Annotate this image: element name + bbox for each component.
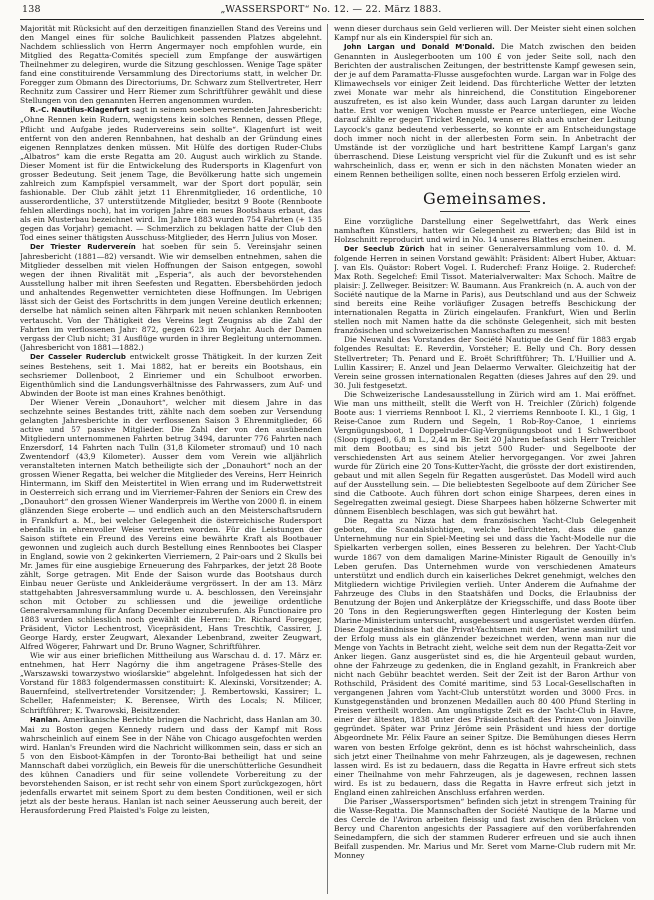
article-text: Wie wir aus einer brieflichen Mittheilung aus Warschau d. d. 17. März er. entnehmen, hat Herr Nagórny die ihm angetragene Präses-Stelle des „Warszawski towarzystwo wioślarskie“ abgelehnt. Infolgedessen hat sich der Vorstand für 1883 folgendermassen constituirt: K. Alexinski, Vorsitzender; A. Bauernfeind, stellvertretender Vorsitzender; J. Rembertowski, Kassirer; L. Scheller, Hafenmeister; K. Berensee, Wirth des Locals; N. Milicer, Schriftführer; K. Twarowski, Beisitzender. (20, 651, 322, 715)
running-title: „WASSERSPORT“ No. 12. — 22. März 1883. (220, 4, 442, 15)
column-divider (327, 24, 328, 894)
article-text: wenn dieser durchaus sein Geld verlieren will. Der Meister sieht einen solchen Kampf nur als ein Kinderspiel für sich an. (334, 24, 636, 43)
article-text: hat in seiner Generalversammlung vom 10. d. M. folgende Herren in seinen Vorstand gewählt: Präsident: Albert Huber, Aktuar: J. van Els. Quästor: Robert Vogel. I. Ruderchef: Franz Hoiige. 2. Ruderchef: Max Roth. Segelchef: Emil Tissot. Materialverwalter: Max Schoch. Maître de plaisir: J. Zellweger. Beisitzer: W. Baumann. Aus Frankreich (n. A. auch von der Société nautique de la Marne in Paris), aus Deutschland und aus der Schweiz sind bereits eine Reihe vorläufiger Zusagen betreffs Beschickung der internationalen Regatta in Zürich eingelaufen. Frankfurt, Wien und Berlin stellen noch mit Namen hatte da die schönste Gelegenheit, sich mit besten französischen und schweizerischen Mannschaften zu messen! (334, 243, 636, 336)
article-text: Die Pariser „Wassersportsmen“ befinden sich jetzt in strengem Training für die Wasse-Regatta. Die Mannschaften der Société Nautique de la Marne und des Cercle de l'Aviron arbeiten fleissig und fast zwischen den Brücken von Bercy und Charenton angesichts der Passagiere auf den vorüberfahrenden Seinedampfern, die sich der stammen Ruderer erfreuen und sie auch ihnen Beifall zuspenden. Mr. Marius und Mr. Seret vom Marne-Club rudern mit Mr. Monney (334, 796, 636, 861)
article-lead: Der Seeclub Zürich (344, 244, 425, 253)
article-paragraph (334, 244, 636, 335)
left-column (20, 24, 322, 894)
header-rule (20, 19, 644, 20)
article-text: entwickelt grosse Thätigkeit. In der kurzen Zeit seines Bestehens, seit 1. Mai 1882, hat er bereits ein Bootshaus, ein sechsriemer Dollenboot, 2 Einriemer und ein Schulboot erworben. Eigenthümlich sind die Landungsverhältnisse des Fahrwassers, zum Auf- und Abwinden der Boote ist man eines Krahnes benöthigt. (20, 351, 322, 398)
page-number: 138 (22, 4, 41, 15)
article-text: Die Match zwischen den beiden Genannten in Auslegerbooten um 100 £ von jeder Seite soll, nach den Berichten der australischen Zeitungen, der bestrittenste Kampf gewesen sein, der je auf dem Paramatta-Flusse ausgefochten wurde. Largan war in Folge des Klimawechsels vor einiger Zeit leidend. Das fürchterliche Wetter der letzten zwei Monate war mehr als hinreichend, die Constitution Eingeborener auszufreten, es ist also kein Wunder, dass auch Largan darunter zu leiden hatte. Erst vor wenigen Wochen musste er Pearce unterliegen, eine Woche darauf zählte er gegen Tricket Rengeld, wenn er sich auch unter der Leitung Laycock's ganz bedeutend verbesserte, so konnte er am Entscheidungstage doch immer noch nicht in der allerbesten Form sein. In Anbetracht der Umstände ist der vorzügliche und hart bestrittene Kampf Largan's ganz überraschend. Diese Leistung verspricht viel für die Zukunft und es ist sehr wahrscheinlich, dass er, wenn er sich in den nächsten Monaten wieder an einem Rennen betheiligen sollte, einen noch besseren Erfolg erzielen wird. (334, 42, 636, 179)
article-paragraph (334, 516, 636, 796)
section-underline (440, 211, 530, 212)
article-paragraph (334, 390, 636, 517)
right-column (334, 24, 636, 894)
article-lead: Der Casseler Ruderclub (30, 352, 126, 361)
article-paragraph (20, 651, 322, 714)
article-text: Die Regatta zu Nizza hat dem französischen Yacht-Club Gelegenheit geboten, die Scandalsüchtigen, welche befürchteten, dass die ganze Unternehmung nur ein Spiel-Meeting sei und dass die Yacht-Modelle nur die Spielkarten verbergen sollen, eines Besseren zu belehren. Der Yacht-Club wurde 1867 von dem damaligen Marine-Minister Rigault de Genouilly in's Leben gerufen. Das Unternehmen wurde von verschiedenen Amateurs unterstützt und endlich durch ein kaiserliches Dekret genehmigt, welches den Mitgliedern wichtige Privilegien verlieh. Unter Anderem die Aufnahme der Fahrzeuge des Clubs in den Staatshäfen und Docks, die Erlaubniss der Benutzung der Bojen und Ankerplätze der Kriegsschiffe, und dass Boote über 20 Tons in den Regierungswerften gegen Hinterlegung der Kosten beim Marine-Ministerium untersucht, ausgebessert und ausgerüstet werden dürfen. Diese Zugeständnisse hat die Privat-Yachtsmen mit der Marine assimilirt und der Erfolg muss als ein glänzender bezeichnet werden, wenn man nur die Menge von Yachts in Betracht zieht, welche seit dem nun der Regatta-Zeit vor Anker liegen. Ganz ausgerüstet sind es, die hie Argenteuil gebaut wurden, ohne der Fahrzeuge zu gedenken, die in England gezahlt, in Frankreich aber nicht nach Gebühr beachtet werden. Seit der Zeit ist der Baron Arthur von Rothschild, Präsident des Comité maritime, sind 53 Local-Gesellschaften in vergangenen Jahren vom Yacht-Club unterstützt worden und 3000 Frcs. in Kunstgegenständen und bronzenen Medaillen auch 80 400 Pfund Sterling in Preisen vertheilt worden. Am ungünstigste Zeit es der Yacht-Club in Havre, einer der ältesten, 1838 unter des Präsidentschaft des Prinzen von Joinville gegründet. Später war Prinz Jérôme sein Präsident und hiess der dortige Abgeordnete Mr. Félix Faure an seiner Spitze. Die Bemühungen dieses Herrn waren von besten Erfolge gekrönt, denn es ist höchst wahrscheinlich, dass sich jetzt einer Theilnahme von mehr Fahrzeugen, als je dagewesen, rechnen lassen wird. Es ist zu bedauern, dass die Regatta in Havre erfreut sich stets einer Theilnahme von mehr Fahrzeugen, als je dagewesen, rechnen lassen wird. Es ist zu bedauern, dass die Regatta in Havre erfreut sich jetzt in England einen zahlreichen Anschluss erfahren werden. (334, 516, 636, 797)
article-paragraph (20, 398, 322, 651)
article-paragraph (334, 24, 636, 42)
article-paragraph (20, 352, 322, 398)
article-paragraph (334, 42, 636, 179)
article-text: hat soeben für sein 5. Vereinsjahr seinen Jahresbericht (1881—82) versandt. Wie wir demselben entnehmen, sahen die Mitglieder desselben mit vielen Hoffnungen der Saison entgegen, sowohl wegen der ihnen Rivalität mit „Esperia“, als auch der bevorstehenden Ausstellung halber mit ihren Seefesten und Regatten. Ebersbehörden jedoch und anhaltendes Regenwetter vernichteten diese Hoffnungen. Im Uebrigen lässt sich der Geist des Fortschritts in dem jungen Vereine deutlich erkennen; derselbe hat nämlich seinen alten Fährpark mit neuen schlanken Rennbooten vertauscht. Von der Thätigkeit des Vereins legt Zeugniss ab die Zahl der Fahrten im verflossenen Jahr: 872, gegen 623 im Vorjahr. Auch der Damen vergass der Club nicht; 31 Ausflüge wurden in ihrer Begleitung unternommen. (Jahresbericht von 1881—1882.) (20, 242, 322, 352)
article-text: Der Wiener Verein „Donauhort“, welcher mit diesem Jahre in das sechzehnte seines Bestandes tritt, zählte nach dem soeben zur Versendung gelangten Jahresberichte in der verflossenen Saison 3 Ehrenmitglieder, 66 active und 57 passive Mitglieder. Die Zahl der von den ausübenden Mitgliedern unternommenen Fahrten betrug 3494, darunter 776 Fahrten nach Enzersdorf, 14 Fahrten nach Tulln (31,8 Kilometer stromauf) und 10 nach Zwentendorf (43,9 Kilometer). Ausser dem vom Verein wie alljährlich veranstalteten internen Match betheiligte sich der „Donauhort“ noch an der grossen Wiener Regatta, bei welcher die Mitglieder des Vereins, Herr Heinrich Hintermann, im Skiff den Meistertitel in Wien errang und im Ruderwettstreit in Oesterreich sich errang und im Vierriemer-Fahren der Seniors ein Crew des „Donauhort“ den grossen Wiener Wanderpreis im Werthe von 2000 fl. in einem glänzenden Siege eroberte — und endlich auch an den Meisterschaftsrudern in Frankfurt a. M., bei welcher Gelegenheit die österreichische Rudersport ebenfalls in ehrenvoller Weise vertreten worden. Für die Leistungen der Saison stiftete ein Freund des Vereins eine bewährte Kraft als Bootbauer gewonnen und zugleich auch durch Bestellung eines Rennbootes bei Clasper in England, sowie von 2 gekinkerten Vierriemern, 2 Pair-oars und 2 Skulls bei Mr. James für eine ausgiebige Erneuerung des Fahrparkes, der jetzt 28 Boote zählt, Sorge getragen. Mit Ende der Saison wurde das Bootshaus durch Einbau neuer Gerüste und Ankleideräume vergrössert. In der am 13. März stattgehabten Jahresversammlung wurde u. A. beschlossen, den Vereinsjahr schon mit October zu schliessen und die jeweilige ordentliche Generalversammlung für Anfang December einzuberufen. Als Functionaire pro 1883 wurden schliesslich noch gewählt die Herren: Dr. Richard Foregger, Präsident, Victor Lechentrost, Vicepräsident, Hans Treschtik, Cassirer, J. George Hardy, erster Zeugwart, Alexander Lebenbrand, zweiter Zeugwart, Alfred Wögerer, Fahrwart und Dr. Bruno Wagner, Schriftführer. (20, 397, 322, 652)
article-paragraph (20, 715, 322, 816)
article-text: sagt in seinem soeben versendeten Jahresbericht: „Ohne Rennen kein Rudern, wenigstens kein solches Rennen, dessen Pflege, Pflicht und Aufgabe jedes Rudervereins sein sollte“. Klagenfurt ist weit entfernt von den anderen Rennbahnen, hat deshalb an der Gründung eines eigenen Rennplatzes denken müssen. Mit Hülfe des dortigen Ruder-Clubs „Albatros“ kam die erste Regatta am 20. August auch wirklich zu Stande. Dieser Moment ist für die Entwickelung des Rudersports in Klagenfurt von grosser Bedeutung. Seit jenem Tage, die Bevölkerung hatte sich ungemein zahlreich zum Kampfspiel versammelt, war der Sport dort populär, sein fashionable. Der Club zählt jetzt 11 Ehrenmitglieder, 16 ordentliche, 10 ausserordentliche, 37 unterstützende Mitglieder, besitzt 9 Boote (Rennboote fehlen allerdings noch), hat im vorigen Jahre ein neues Bootshaus erbaut, das als ein Musterbau bezeichnet wird. Im Jahre 1883 wurden 754 Fahrten (+ 135 gegen das Vorjahr) gemacht. — Schmerzlich zu beklagen hatte der Club den Tod eines seiner thätigsten Ausschuss-Mitglieder, des Herrn Julius von Moser. (20, 105, 322, 243)
article-lead: Der Triester Rudervereín (30, 243, 136, 252)
article-paragraph (334, 335, 636, 389)
section-heading (334, 189, 636, 212)
article-paragraph (20, 242, 322, 352)
article-lead: John Largan und Donald M'Donald. (344, 43, 495, 52)
article-text: Die Schweizerische Landesausstellung in Zürich wird am 1. Mai eröffnet. Wie man uns mittheilt, stellt die Werft von H. Treichler (Zürich) folgende Boote aus: 1 vierriems Rennboot I. Kl., 2 vierriems Rennboote I. Kl., 1 Gig, 1 Reise-Canoe zum Rudern und Segeln, 1 Rob-Roy-Canoe, 1 einriems Vergnügungsboot, 1 Doppelruder-Gig-Vergnügungsboot und 1 Schwertboot (Sloop rigged), 6,8 m L., 2,44 m Br. Seit 20 Jahren befasst sich Herr Treichler mit dem Bootbau; es sind bis jetzt 500 Ruder- und Segelboote der verschiedensten Art aus seinem Atelier hervorgegangen. Vor zwei Jahren wurde für Zürich eine 20 Tons-Kutter-Yacht, die grösste der dort existirenden, gebaut und mit allen Segeln für Regatten ausgerüstet. Das Modell wird auch auf der Ausstellung sein. — Die beliebtesten Segelboote auf dem Züricher See sind die Catboote. Auch führen dort schon einige Sharpees, deren eines in Segelregatten zweimal gesiegt. Diese Sharpees haben hölzerne Schwerter mit dünnem Eisenblech beschlagen, was sich gut bewährt hat. (334, 389, 636, 517)
section-title: Gemeinsames. (423, 188, 547, 208)
article-text: Amerikanische Berichte bringen die Nachricht, dass Hanlan am 30. Mai zu Boston gegen Kennedy rudern und dass der Kampf mit Ross wahrscheinlich auf einem See in der Nähe von Chicago ausgefochten werden wird. Hanlan's Freunden wird die Nachricht willkommen sein, dass er sich an 5 von den Eisboot-Kämpfen in der Toronto-Bai betheiligt hat und seine Mannschaft dabei vorzüglich, ein Beweis für die unerschütterliche Gesundheit des kühnen Canadiers und für seine vollendete Vorbereitung zu der bevorstehenden Saison, er ist recht sehr von einem Sport zurückgezogen, hört jedenfalls erwartet mit seinem Sport zu dem besten Conditionen, weil er sich jetzt als der beste heraus. Hanlan ist nach seiner Aeusserung auch bereit, der Herausforderung Fred Plaisted's Folge zu leisten, (20, 714, 322, 816)
article-paragraph (20, 105, 322, 242)
right-column-top (334, 24, 636, 179)
right-column-bottom (334, 217, 636, 860)
article-text: Majorität mit Rücksicht auf den derzeitigen finanziellen Stand des Vereins und den Mangel eines für solche Baulichkeit passenden Platzes abgelehnt. Nachdem schliesslich von Herrn Angermayer noch empfohlen wurde, ein Mitglied des Regatta-Comités speciell zum Empfange der auswärtigen Theilnehmer zu delegiren, wurde die Sitzung geschlossen. Wenige Tage später fand eine constituirende Versammlung des Directoriums statt, in welcher Dr. Foregger zum Obmann des Directoriums, Dr. Schwarz zum Stellvertreter, Herr Rechnitz zum Cassirer und Herr Riemer zum Schriftführer gewählt und diese Stellungen von den genannten Herren angenommen wurden. (20, 24, 322, 106)
article-text: Die Neuwahl des Vorstandes der Société Nautique de Genf für 1883 ergab folgendes Resultat: E. Reverdin, Vorsteher; E. Belly und Ch. Bory dessen Stellvertreter; Th. Penard und E. Broët Schriftführer; Th. L'Huillier und A. Lullin Kassirer; E. Anzel und Jean Delaermo Verwalter. Gleichzeitig hat der Verein seine grossen internationalen Regatten (dieses Jahres auf den 29. und 30. Juli festgesetzt. (334, 335, 636, 390)
page-header (22, 4, 640, 18)
article-text: Eine vorzügliche Darstellung einer Segelwettfahrt, das Werk eines namhaften Künstlers, hatten wir Gelegenheit zu erwerben; das Bild ist in Holzschnitt reproducirt und wird in No. 14 unseres Blattes erscheinen. (334, 216, 636, 244)
article-lead: R.-C. Nautilus-Klagenfurt (30, 106, 130, 115)
article-lead: Hanlan. (30, 715, 61, 724)
article-paragraph (20, 24, 322, 105)
article-paragraph (334, 217, 636, 244)
article-paragraph (334, 797, 636, 860)
